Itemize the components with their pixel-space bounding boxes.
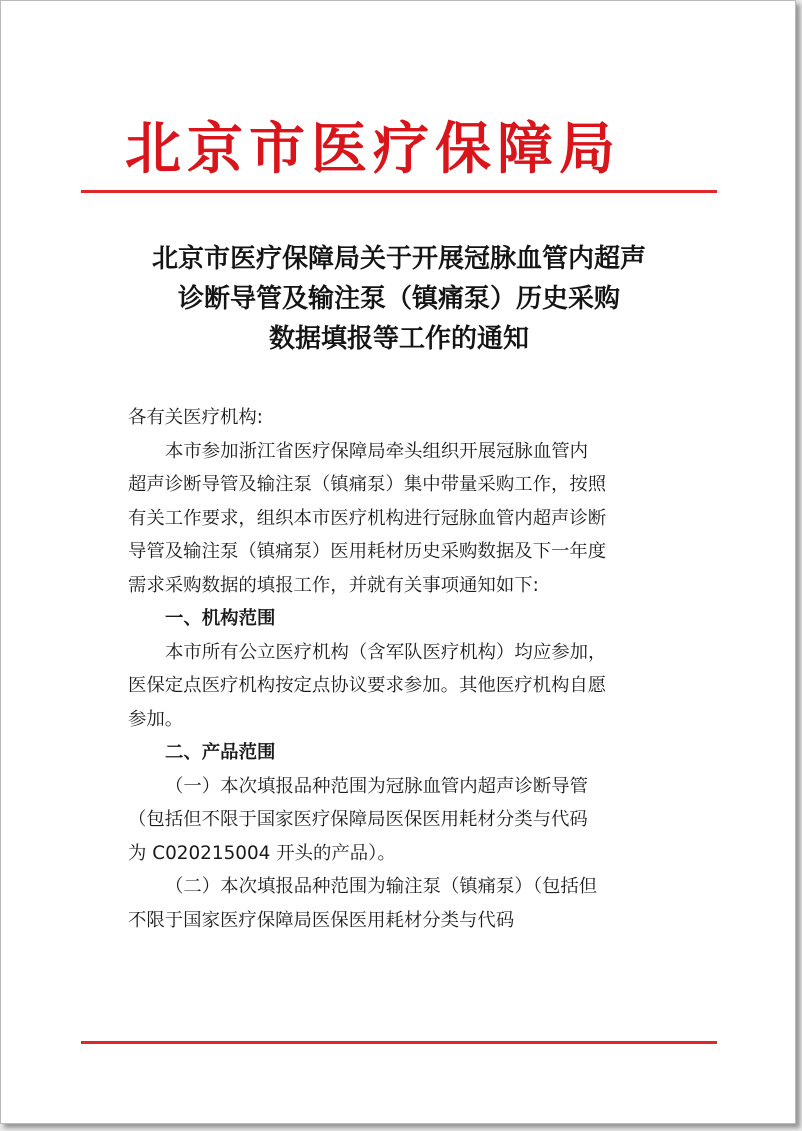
section2-item1-line: （包括但不限于国家医疗保障局医保医用耗材分类与代码 bbox=[128, 809, 588, 830]
agency-name-header: 北京市医疗保障局 bbox=[125, 116, 621, 182]
section2-item2-line: 不限于国家医疗保障局医保医用耗材分类与代码 bbox=[128, 909, 515, 931]
header-red-rule bbox=[81, 190, 717, 193]
intro-paragraph-line: 需求采购数据的填报工作，并就有关事项通知如下: bbox=[128, 574, 539, 596]
section-heading-product-scope: 二、产品范围 bbox=[165, 742, 276, 763]
title-line: 数据填报等工作的通知 bbox=[268, 324, 529, 354]
document-body bbox=[128, 401, 688, 937]
section1-paragraph-line: 参加。 bbox=[128, 708, 184, 730]
document-title bbox=[81, 239, 717, 359]
footer-red-rule bbox=[81, 1041, 717, 1044]
section1-paragraph-line: 本市所有公立医疗机构（含军队医疗机构）均应参加， bbox=[165, 641, 607, 663]
intro-paragraph-line: 超声诊断导管及输注泵（镇痛泵）集中带量采购工作，按照 bbox=[128, 474, 607, 495]
title-line: 北京市医疗保障局关于开展冠脉血管内超声 bbox=[151, 244, 646, 274]
salutation: 各有关医疗机构: bbox=[128, 407, 263, 428]
intro-paragraph-line: 有关工作要求，组织本市医疗机构进行冠脉血管内超声诊断 bbox=[128, 507, 607, 529]
title-line: 诊断导管及输注泵（镇痛泵）历史采购 bbox=[177, 284, 620, 314]
section1-paragraph-line: 医保定点医疗机构按定点协议要求参加。其他医疗机构自愿 bbox=[128, 675, 607, 696]
section-heading-institution-scope: 一、机构范围 bbox=[165, 608, 276, 629]
section2-item1-line: （一）本次填报品种范围为冠脉血管内超声诊断导管 bbox=[165, 775, 588, 797]
section2-item1-line: 为 C020215004 开头的产品）。 bbox=[128, 842, 396, 864]
intro-paragraph-line: 导管及输注泵（镇痛泵）医用耗材历史采购数据及下一年度 bbox=[128, 541, 607, 562]
intro-paragraph-line: 本市参加浙江省医疗保障局牵头组织开展冠脉血管内 bbox=[165, 440, 588, 462]
section2-item2-line: （二）本次填报品种范围为输注泵（镇痛泵）（包括但 bbox=[165, 876, 598, 897]
